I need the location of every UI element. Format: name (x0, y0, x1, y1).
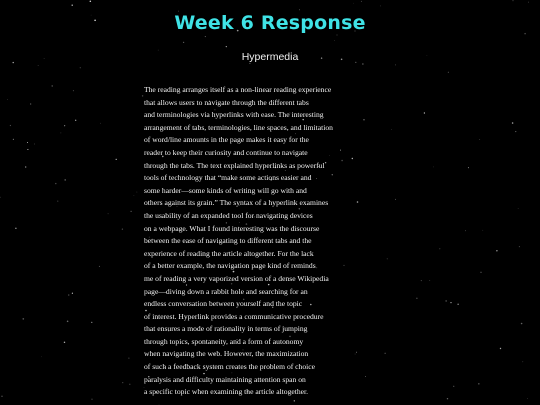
essay-line: endless conversation between yourself and the topic (144, 299, 303, 309)
essay-line: of a better example, the navigation page kind of reminds (144, 261, 316, 271)
page-title: Week 6 Response (174, 12, 366, 34)
essay-line: a specific topic when examining the article altogether. (144, 387, 309, 397)
essay-line: of word/line amounts in the page makes it easy for the (144, 135, 309, 145)
essay-line: on a webpage. What I found interesting was the discourse (144, 223, 320, 233)
essay-line: tools of technology that “make some actions easier and (144, 173, 312, 183)
essay-line: through the tabs. The text explained hyperlinks as powerful (144, 160, 325, 170)
essay-body (144, 84, 384, 399)
essay-line: of interest. Hyperlink provides a communicative procedure (144, 311, 324, 321)
essay-line: and terminologies via hyperlinks with ease. The interesting (144, 110, 324, 120)
essay-line: through topics, spontaneity, and a form of autonomy (144, 336, 304, 346)
essay-line: reader to keep their curiosity and continue to navigate (144, 147, 308, 157)
essay-line: page—diving down a rabbit hole and searching for an (144, 286, 308, 296)
essay-line: between the ease of navigating to different tabs and the (144, 236, 312, 246)
essay-line: of such a feedback system creates the problem of choice (144, 362, 315, 372)
essay-line: me of reading a very vaporized version of a dense Wikipedia (144, 273, 329, 283)
essay-line: that allows users to navigate through the different tabs (144, 97, 309, 107)
page-subtitle: Hypermedia (241, 51, 299, 63)
essay-line: experience of reading the article altogether. For the lack (144, 248, 314, 258)
essay-line: paralysis and difficulty maintaining attention span on (144, 374, 306, 384)
essay-line: others against its grain.” The syntax of a hyperlink examines (144, 198, 329, 208)
essay-line: when navigating the web. However, the maximization (144, 349, 309, 359)
essay-line: the usability of an expanded tool for navigating devices (144, 210, 313, 220)
essay-line: The reading arranges itself as a non-linear reading experience (144, 85, 332, 94)
essay-line: some harder—some kinds of writing will go with and (144, 185, 307, 195)
essay-line: that ensures a mode of rationality in terms of jumping (144, 324, 308, 334)
essay-line: arrangement of tabs, terminologies, line spaces, and limitation (144, 122, 333, 132)
